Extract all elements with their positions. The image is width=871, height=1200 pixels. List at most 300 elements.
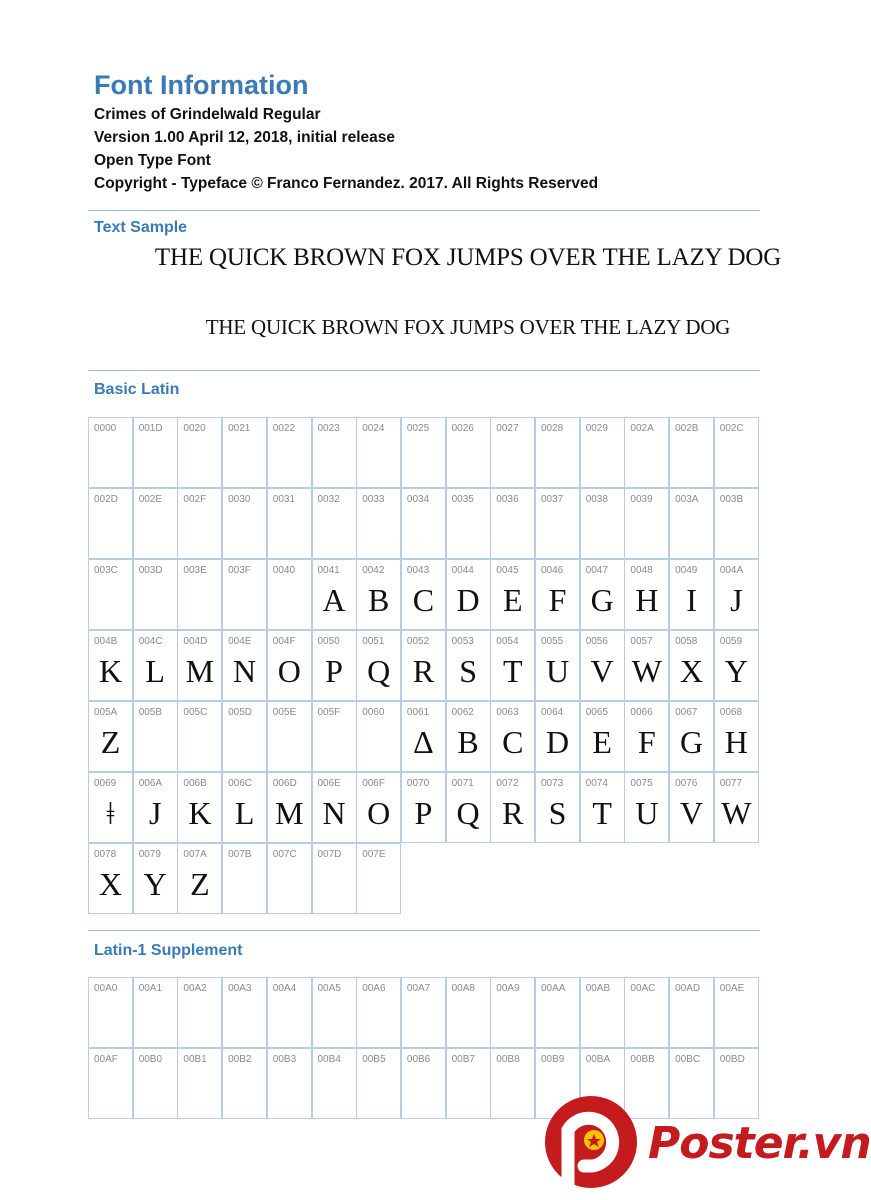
glyph-cell [401, 559, 446, 630]
glyph-code: 005C [183, 707, 208, 718]
glyph-char: R [412, 653, 435, 689]
glyph-char: L [234, 795, 255, 831]
glyph-code: 0043 [406, 565, 430, 576]
section-title-text-sample: Text Sample [94, 219, 188, 236]
glyph-code: 00AE [719, 983, 745, 994]
glyph-code: 0063 [496, 707, 519, 718]
glyph-cell [580, 772, 625, 843]
glyph-code: 00B3 [272, 1054, 297, 1065]
glyph-code: 006D [272, 778, 297, 789]
glyph-cell [714, 772, 759, 843]
glyph-code: 00B0 [138, 1054, 163, 1065]
page-title: Font Information [94, 70, 309, 100]
glyph-code: 007B [228, 849, 252, 860]
glyph-code: 004C [138, 636, 163, 647]
glyph-char: B [457, 724, 479, 760]
glyph-char: O [277, 653, 301, 689]
divider [88, 210, 760, 211]
glyph-char: K [98, 653, 123, 689]
glyph-code: 00AD [675, 983, 701, 994]
poster-logo-icon [538, 1090, 648, 1200]
glyph-code: 0038 [585, 494, 608, 505]
glyph-cell [624, 772, 669, 843]
glyph-cell [490, 1048, 535, 1119]
glyph-code: 0023 [317, 423, 340, 434]
glyph-char: N [322, 795, 346, 831]
glyph-cell [401, 977, 446, 1048]
glyph-code: 0076 [675, 778, 698, 789]
glyph-char: T [503, 653, 523, 689]
glyph-code: 0051 [362, 636, 385, 647]
glyph-cell [490, 417, 535, 488]
glyph-code: 00A0 [94, 983, 118, 994]
glyph-cell [312, 417, 357, 488]
glyph-cell [133, 630, 178, 701]
glyph-char: Q [367, 653, 391, 689]
glyph-code: 00B6 [406, 1054, 431, 1065]
glyph-cell [714, 559, 759, 630]
glyph-cell [356, 843, 401, 914]
glyph-code: 007E [362, 849, 386, 860]
glyph-cell [580, 977, 625, 1048]
glyph-code: 00A1 [138, 983, 163, 994]
glyph-code: 0040 [272, 565, 296, 576]
glyph-code: 0050 [317, 636, 340, 647]
glyph-code: 0035 [451, 494, 474, 505]
glyph-cell [312, 772, 357, 843]
glyph-cell [669, 701, 714, 772]
glyph-code: 006C [228, 778, 252, 789]
glyph-char: D [545, 724, 570, 760]
glyph-code: 0066 [630, 707, 653, 718]
glyph-code: 0067 [675, 707, 698, 718]
glyph-code: 0052 [406, 636, 430, 647]
glyph-code: 00BB [630, 1054, 655, 1065]
glyph-char: C [502, 724, 524, 760]
glyph-cell [177, 701, 222, 772]
glyph-cell [267, 488, 312, 559]
glyph-code: 0032 [317, 494, 340, 505]
glyph-char: M [185, 653, 215, 689]
glyph-cell [714, 977, 759, 1048]
glyph-cell [88, 559, 133, 630]
glyph-char: Q [456, 795, 480, 831]
glyph-code: 0077 [719, 778, 743, 789]
glyph-cell [490, 701, 535, 772]
glyph-code: 0073 [541, 778, 564, 789]
glyph-cell [446, 559, 491, 630]
glyph-cell [177, 417, 222, 488]
glyph-code: 0049 [675, 565, 698, 576]
glyph-code: 0030 [228, 494, 251, 505]
glyph-char: F [548, 582, 567, 618]
font-copyright: Copyright - Typeface © Franco Fernandez. 2017. All Rights Reserved [94, 175, 599, 192]
glyph-cell [446, 488, 491, 559]
glyph-code: 0036 [496, 494, 519, 505]
glyph-cell [312, 559, 357, 630]
glyph-char: R [502, 795, 524, 831]
glyph-cell [401, 417, 446, 488]
glyph-code: 00B9 [541, 1054, 565, 1065]
glyph-cell [312, 1048, 357, 1119]
glyph-code: 0042 [362, 565, 385, 576]
glyph-cell [222, 1048, 267, 1119]
glyph-code: 0054 [496, 636, 519, 647]
glyph-cell [267, 417, 312, 488]
glyph-code: 00B5 [362, 1054, 386, 1065]
glyph-cell [267, 559, 312, 630]
glyph-code: 002C [719, 423, 744, 434]
glyph-code: 0048 [630, 565, 653, 576]
glyph-cell [88, 630, 133, 701]
glyph-code: 00A8 [451, 983, 475, 994]
glyph-code: 004D [183, 636, 208, 647]
glyph-cell [356, 1048, 401, 1119]
glyph-code: 004B [94, 636, 118, 647]
glyph-char: U [545, 653, 570, 689]
glyph-code: 0029 [585, 423, 608, 434]
glyph-cell [490, 630, 535, 701]
glyph-char: F [637, 724, 656, 760]
glyph-cell [312, 630, 357, 701]
glyph-char: C [412, 582, 435, 618]
glyph-cell [446, 417, 491, 488]
glyph-cell [88, 417, 133, 488]
glyph-cell [535, 630, 580, 701]
glyph-code: 0078 [94, 849, 117, 860]
glyph-cell [88, 701, 133, 772]
glyph-cell [133, 977, 178, 1048]
glyph-cell [88, 772, 133, 843]
glyph-code: 00A2 [183, 983, 207, 994]
glyph-cell [177, 977, 222, 1048]
glyph-code: 0026 [451, 423, 474, 434]
glyph-cell [446, 772, 491, 843]
glyph-code: 007D [317, 849, 342, 860]
glyph-char: S [548, 795, 567, 831]
glyph-code: 00A3 [228, 983, 252, 994]
glyph-code: 00AF [94, 1054, 118, 1065]
glyph-code: 0028 [541, 423, 564, 434]
glyph-code: 003E [183, 565, 207, 576]
glyph-cell [535, 417, 580, 488]
glyph-code: 00AB [585, 983, 611, 994]
glyph-cell [446, 1048, 491, 1119]
glyph-code: 00B1 [183, 1054, 207, 1065]
glyph-cell [312, 977, 357, 1048]
glyph-char: G [680, 724, 704, 760]
glyph-code: 0041 [317, 565, 340, 576]
glyph-cell [312, 843, 357, 914]
glyph-cell [133, 701, 178, 772]
glyph-cell [356, 772, 401, 843]
glyph-code: 002A [630, 423, 654, 434]
glyph-code: 003F [228, 565, 251, 576]
font-name: Crimes of Grindelwald Regular [94, 106, 321, 123]
glyph-cell [222, 701, 267, 772]
glyph-cell [356, 701, 401, 772]
glyph-code: 0070 [406, 778, 430, 789]
glyph-cell [714, 417, 759, 488]
glyph-char: A [322, 582, 346, 618]
glyph-char: H [724, 724, 748, 760]
glyph-cell [133, 559, 178, 630]
glyph-cell [133, 843, 178, 914]
glyph-code: 00A6 [362, 983, 386, 994]
glyph-code: 006F [362, 778, 385, 789]
glyph-code: 00A4 [272, 983, 297, 994]
glyph-code: 0024 [362, 423, 385, 434]
glyph-cell [267, 701, 312, 772]
font-type: Open Type Font [94, 152, 211, 169]
glyph-code: 0039 [630, 494, 653, 505]
glyph-char: W [721, 795, 752, 831]
glyph-cell [267, 1048, 312, 1119]
glyph-cell [535, 772, 580, 843]
glyph-code: 005B [138, 707, 163, 718]
glyph-code: 004A [719, 565, 744, 576]
glyph-cell [133, 772, 178, 843]
glyph-code: 0037 [541, 494, 564, 505]
glyph-cell [624, 630, 669, 701]
glyph-cell [624, 417, 669, 488]
glyph-code: 004E [228, 636, 252, 647]
glyph-char: Z [100, 724, 121, 760]
glyph-code: 00BA [585, 1054, 611, 1065]
glyph-char: Δ [413, 724, 434, 760]
glyph-code: 00B2 [228, 1054, 252, 1065]
glyph-cell [535, 559, 580, 630]
glyph-cell [222, 843, 267, 914]
glyph-code: 006B [183, 778, 207, 789]
glyph-char: V [590, 653, 614, 689]
section-title-latin-1-supplement: Latin-1 Supplement [94, 942, 243, 959]
glyph-char: P [414, 795, 433, 831]
glyph-cell [222, 772, 267, 843]
glyph-char: W [631, 653, 662, 689]
glyph-cell [624, 977, 669, 1048]
glyph-code: 0058 [675, 636, 698, 647]
glyph-code: 0072 [496, 778, 519, 789]
glyph-code: 0065 [585, 707, 608, 718]
glyph-code: 003B [719, 494, 744, 505]
glyph-code: 003A [675, 494, 699, 505]
glyph-char: D [456, 582, 480, 618]
glyph-code: 003D [138, 565, 163, 576]
font-version: Version 1.00 April 12, 2018, initial release [94, 129, 395, 146]
glyph-code: 0053 [451, 636, 474, 647]
glyph-cell [177, 1048, 222, 1119]
text-sample-line-2: THE QUICK BROWN FOX JUMPS OVER THE LAZY DOG [205, 315, 731, 339]
glyph-code: 0079 [138, 849, 161, 860]
glyph-cell [88, 843, 133, 914]
glyph-code: 0022 [272, 423, 296, 434]
glyph-code: 0064 [541, 707, 564, 718]
watermark-logo [538, 1090, 871, 1200]
glyph-cell [88, 977, 133, 1048]
glyph-cell [401, 630, 446, 701]
glyph-char: H [635, 582, 659, 618]
glyph-cell [133, 417, 178, 488]
glyph-cell [446, 630, 491, 701]
glyph-cell [714, 630, 759, 701]
glyph-code: 00A9 [496, 983, 520, 994]
glyph-code: 0068 [719, 707, 743, 718]
glyph-cell [312, 488, 357, 559]
glyph-cell [177, 843, 222, 914]
text-sample-line-1: THE QUICK BROWN FOX JUMPS OVER THE LAZY DOG [154, 244, 782, 271]
glyph-char: L [145, 653, 165, 689]
glyph-code: 0031 [272, 494, 296, 505]
glyph-cell [669, 417, 714, 488]
glyph-char: ǂ [106, 795, 115, 831]
glyph-code: 0075 [630, 778, 653, 789]
glyph-cell [624, 488, 669, 559]
glyph-code: 003C [94, 565, 118, 576]
glyph-code: 00AA [541, 983, 566, 994]
glyph-code: 0000 [94, 423, 117, 434]
glyph-code: 0027 [496, 423, 519, 434]
glyph-char: P [325, 653, 343, 689]
glyph-cell [669, 772, 714, 843]
glyph-code: 0062 [451, 707, 474, 718]
glyph-cell [401, 772, 446, 843]
glyph-code: 00B4 [317, 1054, 341, 1065]
glyph-char: X [98, 866, 123, 902]
glyph-char: S [459, 653, 477, 689]
glyph-cell [490, 772, 535, 843]
glyph-char: O [367, 795, 391, 831]
glyph-code: 00BD [719, 1054, 745, 1065]
glyph-cell [580, 701, 625, 772]
glyph-code: 0033 [362, 494, 385, 505]
glyph-code: 0060 [362, 707, 385, 718]
glyph-cell [669, 977, 714, 1048]
glyph-cell [490, 488, 535, 559]
glyph-cell [222, 417, 267, 488]
glyph-char: G [590, 582, 614, 618]
glyph-cell [580, 488, 625, 559]
glyph-char: I [686, 582, 697, 618]
glyph-code: 0069 [94, 778, 117, 789]
glyph-cell [356, 559, 401, 630]
glyph-cell [624, 701, 669, 772]
glyph-code: 001D [138, 423, 163, 434]
glyph-code: 005F [317, 707, 341, 718]
glyph-code: 005D [228, 707, 252, 718]
glyph-cell [535, 977, 580, 1048]
glyph-code: 00A7 [406, 983, 431, 994]
glyph-code: 0074 [585, 778, 608, 789]
glyph-code: 0055 [541, 636, 564, 647]
glyph-cell [446, 701, 491, 772]
glyph-code: 0034 [406, 494, 430, 505]
glyph-code: 002D [94, 494, 118, 505]
glyph-char: M [275, 795, 304, 831]
glyph-cell [88, 1048, 133, 1119]
glyph-char: J [730, 582, 743, 618]
glyph-cell [356, 417, 401, 488]
glyph-code: 00BC [675, 1054, 701, 1065]
glyph-code: 0020 [183, 423, 206, 434]
glyph-cell [669, 630, 714, 701]
glyph-code: 0046 [541, 565, 564, 576]
glyph-cell [714, 701, 759, 772]
glyph-char: Y [143, 866, 167, 902]
glyph-cell [580, 630, 625, 701]
glyph-cell [490, 977, 535, 1048]
glyph-char: Y [724, 653, 748, 689]
glyph-code: 0056 [585, 636, 608, 647]
glyph-cell [356, 488, 401, 559]
glyph-cell [222, 977, 267, 1048]
glyph-cell [669, 559, 714, 630]
glyph-char: N [233, 653, 257, 689]
glyph-char: B [368, 582, 390, 618]
glyph-code: 002F [183, 494, 207, 505]
glyph-cell [312, 701, 357, 772]
glyph-code: 0044 [451, 565, 474, 576]
glyph-code: 0061 [406, 707, 430, 718]
glyph-cell [267, 977, 312, 1048]
divider [88, 930, 760, 931]
glyph-code: 00AC [630, 983, 656, 994]
glyph-cell [133, 488, 178, 559]
glyph-cell [222, 488, 267, 559]
glyph-cell [446, 977, 491, 1048]
glyph-cell [401, 1048, 446, 1119]
glyph-cell [177, 559, 222, 630]
glyph-char: K [188, 795, 212, 831]
glyph-cell [356, 977, 401, 1048]
glyph-code: 006A [138, 778, 163, 789]
glyph-cell [401, 488, 446, 559]
glyph-code: 0045 [496, 565, 519, 576]
glyph-code: 00A5 [317, 983, 341, 994]
glyph-code: 00B8 [496, 1054, 520, 1065]
glyph-cell [177, 772, 222, 843]
glyph-char: U [635, 795, 659, 831]
glyph-code: 0025 [406, 423, 430, 434]
glyph-cell [133, 1048, 178, 1119]
glyph-char: Z [190, 866, 210, 902]
glyph-code: 0071 [451, 778, 474, 789]
glyph-char: V [680, 795, 704, 831]
glyph-cell [267, 630, 312, 701]
glyph-char: X [680, 653, 704, 689]
glyph-cell [267, 772, 312, 843]
glyph-cell [669, 488, 714, 559]
glyph-code: 006E [317, 778, 341, 789]
glyph-cell [177, 630, 222, 701]
glyph-cell [356, 630, 401, 701]
glyph-code: 002E [138, 494, 163, 505]
glyph-cell [580, 559, 625, 630]
glyph-cell [267, 843, 312, 914]
glyph-code: 002B [675, 423, 699, 434]
watermark-brand-text: Poster.vn [648, 1118, 871, 1169]
glyph-code: 004F [272, 636, 296, 647]
glyph-char: E [592, 724, 612, 760]
divider [88, 370, 760, 371]
glyph-code: 007A [183, 849, 207, 860]
glyph-cell [490, 559, 535, 630]
glyph-cell [624, 559, 669, 630]
section-title-basic-latin: Basic Latin [94, 381, 180, 398]
glyph-cell [88, 488, 133, 559]
glyph-code: 0021 [228, 423, 251, 434]
glyph-cell [535, 488, 580, 559]
